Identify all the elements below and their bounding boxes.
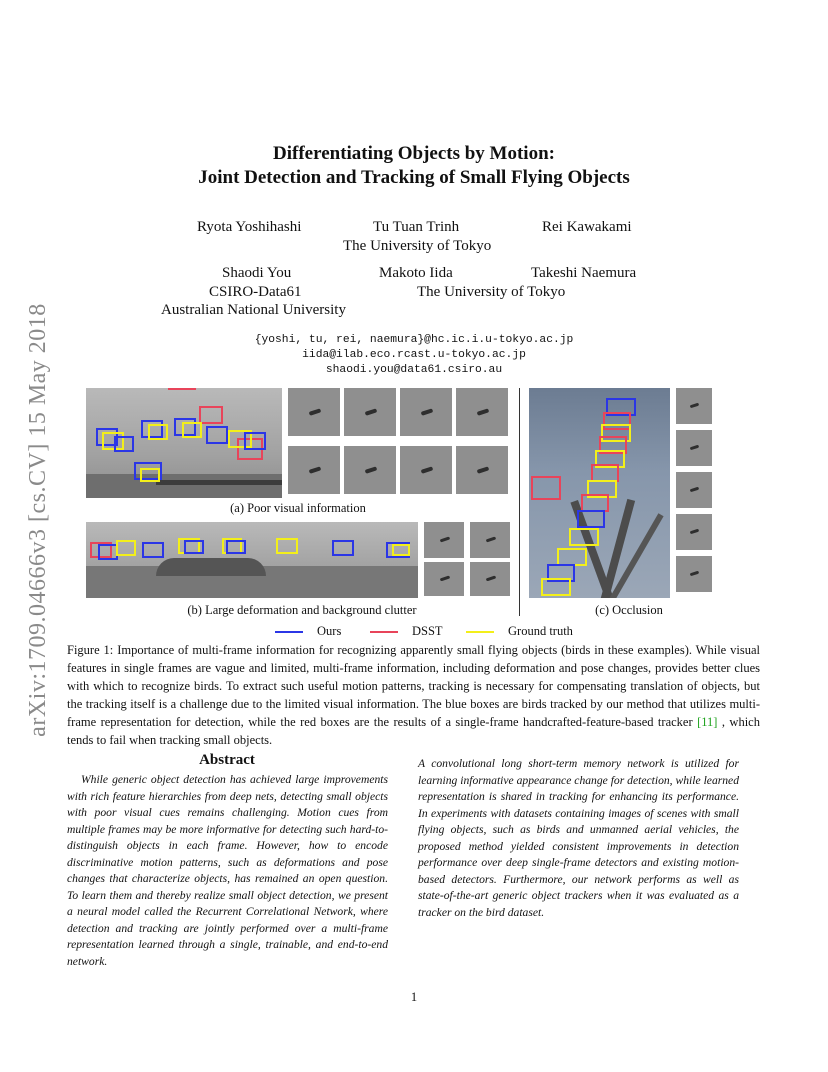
author-name: Ryota Yoshihashi: [197, 219, 302, 235]
legend-swatch-ours: [275, 631, 303, 633]
paper-title-line1: Differentiating Objects by Motion:: [273, 143, 555, 164]
affiliation: CSIRO-Data61: [209, 284, 302, 300]
paper-title-line2: Joint Detection and Tracking of Small Flying Objects: [198, 167, 630, 188]
ours-box: [244, 432, 266, 450]
bird-crop: [456, 446, 508, 494]
scene-rail: [156, 480, 282, 485]
author-email: shaodi.you@data61.csiro.au: [325, 364, 503, 376]
ground-truth-box: [116, 540, 136, 556]
bird-crop: [344, 388, 396, 436]
figure-panel-a-scene: [86, 388, 282, 498]
ground-truth-box: [148, 424, 168, 440]
bird-crop: [470, 522, 510, 558]
author-name: Takeshi Naemura: [531, 265, 637, 281]
subcaption-c: (c) Occlusion: [595, 603, 663, 617]
author-email: {yoshi, tu, rei, naemura}@hc.ic.i.u-tokyo.ac.jp: [254, 334, 574, 346]
subcaption-a: (a) Poor visual information: [230, 501, 366, 515]
bird-crop: [676, 430, 712, 466]
legend-label: Ours: [317, 624, 342, 638]
dsst-box: [531, 476, 561, 500]
caption-text: , which tends to fail when tracking small objects.: [67, 715, 760, 747]
figure-1: [86, 388, 758, 618]
affiliation: Australian National University: [161, 302, 346, 318]
scene-ground: [86, 474, 282, 498]
bird-crop: [676, 556, 712, 592]
affiliation: The University of Tokyo: [417, 284, 566, 300]
ground-truth-box: [140, 468, 160, 482]
page-number: 1: [410, 990, 418, 1004]
ours-box: [577, 510, 605, 528]
bird-crop: [676, 514, 712, 550]
bird-crop: [676, 388, 712, 424]
bird-crop: [424, 522, 464, 558]
legend-swatch-ground-truth: [466, 631, 494, 633]
bird-crop: [424, 562, 464, 596]
arxiv-stamp-text: arXiv:1709.04666v3 [cs.CV] 15 May 2018: [25, 303, 51, 737]
author-email: iida@ilab.eco.rcast.u-tokyo.ac.jp: [302, 349, 526, 361]
bird-crop: [470, 562, 510, 596]
legend-ground-truth: [466, 624, 573, 639]
bird-crop: [456, 388, 508, 436]
bird-crop: [288, 388, 340, 436]
author-name: Makoto Iida: [379, 265, 453, 281]
figure-panel-b-scene: [86, 522, 418, 598]
figure-divider: [519, 388, 520, 616]
legend-label: DSST: [412, 624, 443, 638]
ours-box: [184, 540, 204, 554]
ours-box: [142, 542, 164, 558]
bird-crop: [676, 472, 712, 508]
figure-panel-c-scene: [529, 388, 670, 598]
abstract-heading: Abstract: [199, 752, 255, 768]
ground-truth-box: [276, 538, 298, 554]
ours-box: [98, 544, 118, 560]
ours-box: [114, 436, 134, 452]
ground-truth-box: [182, 422, 202, 438]
legend-dsst: [370, 624, 443, 639]
author-name: Shaodi You: [222, 265, 292, 281]
caption-text: Figure 1: Importance of multi-frame information for recognizing apparently small flying objects (birds in these examples). While visual features in single frames are vague and limited, multi-frame information, including deformation and pose changes, provides better clues with which to recognize birds. To extract such useful motion patterns, tracking is necessary for compensating translation of objects, but the tracking itself is a challenge due to the limited visual information. The blue boxes are birds tracked by our method that utilizes multi-frame representation for detection, while the red boxes are the results of a single-frame handcrafted-feature-based tracker: [67, 643, 760, 729]
scene-building: [156, 558, 266, 576]
bird-crop: [288, 446, 340, 494]
bird-crop: [400, 446, 452, 494]
subcaption-b: (b) Large deformation and background clutter: [187, 603, 417, 617]
ground-truth-box: [569, 528, 599, 546]
abstract-right-column: A convolutional long short-term memory network is utilized for learning informative appearance change for detection, while learned representation is shared in tracking for enhancing its performance. In experiments with datasets containing images of scenes with small flying objects, such as birds and unmanned aerial vehicles, the proposed method yielded consistent improvements in detection performance over deep single-frame detectors and existing motion-based detectors. Furthermore, our network performs as well as state-of-the-art generic object trackers when it was evaluated as a tracker on the bird dataset.: [418, 757, 739, 919]
legend-ours: [275, 624, 341, 639]
bird-crop: [400, 388, 452, 436]
ground-truth-box: [541, 578, 571, 596]
ground-truth-box: [392, 544, 410, 556]
author-name: Tu Tuan Trinh: [373, 219, 460, 235]
author-name: Rei Kawakami: [542, 219, 632, 235]
ours-box: [206, 426, 228, 444]
ours-box: [332, 540, 354, 556]
legend-label: Ground truth: [508, 624, 573, 638]
abstract-left-column: While generic object detection has achieved large improvements with rich feature hierarchies from deep nets, detecting small objects with poor visual cues remains challenging. Motion cues from multiple frames may be more informative for detecting such hard-to-distinguish objects in each frame. However, how to encode discriminative motion patterns, such as deformations and pose changes that characterize objects, has remained an open question. To learn them and thereby realize small object detection, we present a neural model called the Recurrent Correlational Network, where detection and tracking are jointly performed over a multi-frame representation learned through a single, trainable, and end-to-end network.: [67, 773, 388, 968]
citation-link[interactable]: [11]: [697, 715, 718, 729]
legend-swatch-dsst: [370, 631, 398, 633]
dsst-box: [168, 388, 196, 390]
dsst-box: [199, 406, 223, 424]
ours-box: [226, 540, 246, 554]
affiliation: The University of Tokyo: [343, 238, 492, 254]
bird-crop: [344, 446, 396, 494]
figure-caption: [67, 641, 760, 749]
